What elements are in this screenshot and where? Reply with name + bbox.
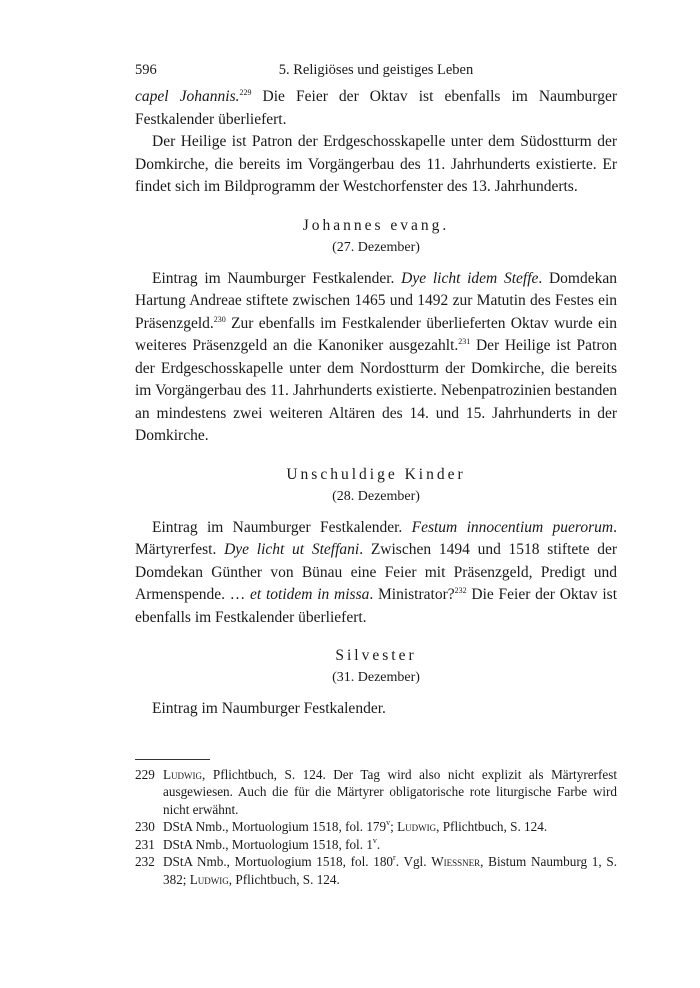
text-run: Der Heilige ist Patron der Erdgeschosskapelle unter dem Nordostturm der Domkirche, die bereits im Vorgängerbau des 11. Jahrhunderts existierte. Nebenpatrozinien bestanden an mindestens zwei weiteren Altären des 14. und 15. Jahrhunderts in der Domkirche.	[135, 337, 617, 444]
text-run: , Pflichtbuch, S. 124.	[228, 871, 340, 887]
text-run: . Märtyrerfest.	[135, 518, 617, 558]
page-number: 596	[135, 62, 157, 78]
page	[135, 62, 617, 888]
main-text	[135, 86, 617, 721]
text-run: Die Feier der Oktav ist ebenfalls im Festkalender überliefert.	[135, 586, 617, 626]
italic-quote: Dye licht ut Steffani	[224, 541, 360, 558]
footnote-text	[163, 766, 617, 819]
intro-paragraph-2: Der Heilige ist Patron der Erdgeschosskapelle unter dem Südostturm der Domkirche, die bereits im Vorgängerbau des 11. Jahrhunderts existierte. Er findet sich im Bildprogramm der Westchorfenster des 13. Jahrhunderts.	[135, 133, 617, 195]
author-name: Wiessner	[431, 854, 481, 869]
text-run: DStA Nmb., Mortuologium 1518, fol. 180	[163, 854, 394, 869]
text-run: DStA Nmb., Mortuologium 1518, fol. 1	[163, 836, 373, 852]
footnote-230	[135, 818, 617, 836]
folio-side: v	[372, 835, 377, 845]
footnote-number: 232	[135, 854, 155, 869]
section-date-unschuldige-kinder: (28. Dezember)	[332, 488, 420, 504]
footnote-ref-232[interactable]: 232	[454, 586, 467, 595]
text-run: Eintrag im Naumburger Festkalender.	[152, 269, 402, 287]
section-paragraph-unschuldige-kinder	[135, 517, 617, 630]
text-run: .	[376, 836, 381, 852]
footnote-divider	[135, 759, 210, 760]
section-date-silvester: (31. Dezember)	[332, 670, 420, 685]
text-run: . Domdekan Hartung Andreae stiftete zwischen 1465 und 1492 zur Matutin des Festes ein Präsenzgeld.	[135, 269, 617, 332]
text-run: . Zwischen 1494 und 1518 stiftete der Domdekan Günther von Bünau eine Feier mit Präsenzgeld, Predigt und Armenspende. …	[135, 541, 617, 603]
text-run: . Ministrator?	[369, 586, 455, 603]
text-run: DStA Nmb., Mortuologium 1518, fol. 179	[163, 819, 387, 834]
footnote-number: 229	[135, 766, 155, 782]
footnote-text	[163, 836, 617, 854]
text-run: , Pflichtbuch, S. 124. Der Tag wird also nicht explizit als Märtyrerfest ausgewiesen. Auch die für die Märtyrer obligatorische rote liturgische Farbe wird nicht erwähnt.	[163, 766, 617, 817]
italic-quote: Festum innocentium puerorum	[411, 518, 614, 536]
footnote-text	[163, 853, 617, 888]
footnote-text	[163, 818, 617, 836]
intro-italic: capel Johannis.	[135, 88, 240, 105]
folio-side: r	[393, 853, 396, 862]
section-paragraph-silvester: Eintrag im Naumburger Festkalender.	[152, 700, 386, 717]
footnote-231	[135, 836, 617, 854]
footnote-232	[135, 853, 617, 888]
footnote-229	[135, 766, 617, 819]
section-title-johannes: Johannes evang.	[302, 216, 450, 234]
text-run: , Bistum Naumburg 1, S. 382;	[163, 854, 617, 887]
footnote-ref-229[interactable]: 229	[239, 88, 252, 97]
author-name: Ludwig	[397, 819, 437, 834]
author-name: Ludwig	[189, 871, 229, 887]
text-run: , Pflichtbuch, S. 124.	[436, 819, 548, 834]
text-run: . Vgl.	[395, 854, 432, 869]
italic-quote: et totidem in missa	[250, 586, 370, 603]
text-run: ;	[390, 819, 398, 834]
footnote-ref-230[interactable]: 230	[213, 314, 226, 324]
author-name: Ludwig	[163, 766, 203, 782]
section-title-unschuldige-kinder: Unschuldige Kinder	[286, 465, 466, 483]
section-paragraph-johannes	[135, 268, 617, 448]
footnote-ref-231[interactable]: 231	[458, 337, 471, 346]
section-title-silvester: Silvester	[335, 647, 417, 664]
footnotes	[135, 766, 617, 889]
text-run: Eintrag im Naumburger Festkalender.	[152, 518, 412, 536]
footnote-number: 231	[135, 836, 155, 852]
page-header	[135, 62, 617, 86]
intro-paragraph-1	[135, 86, 617, 131]
folio-side: v	[386, 818, 391, 827]
italic-quote: Dye licht idem Steffe	[401, 269, 539, 287]
intro-text: Die Feier der Oktav ist ebenfalls im Naumburger Festkalender überliefert.	[135, 88, 617, 128]
text-run: Zur ebenfalls im Festkalender überlieferten Oktav wurde ein weiteres Präsenzgeld an die Kanoniker ausgezahlt.	[135, 314, 617, 354]
section-date-johannes: (27. Dezember)	[332, 239, 420, 255]
running-head: 5. Religiöses und geistiges Leben	[278, 62, 474, 78]
footnote-number: 230	[135, 819, 155, 834]
